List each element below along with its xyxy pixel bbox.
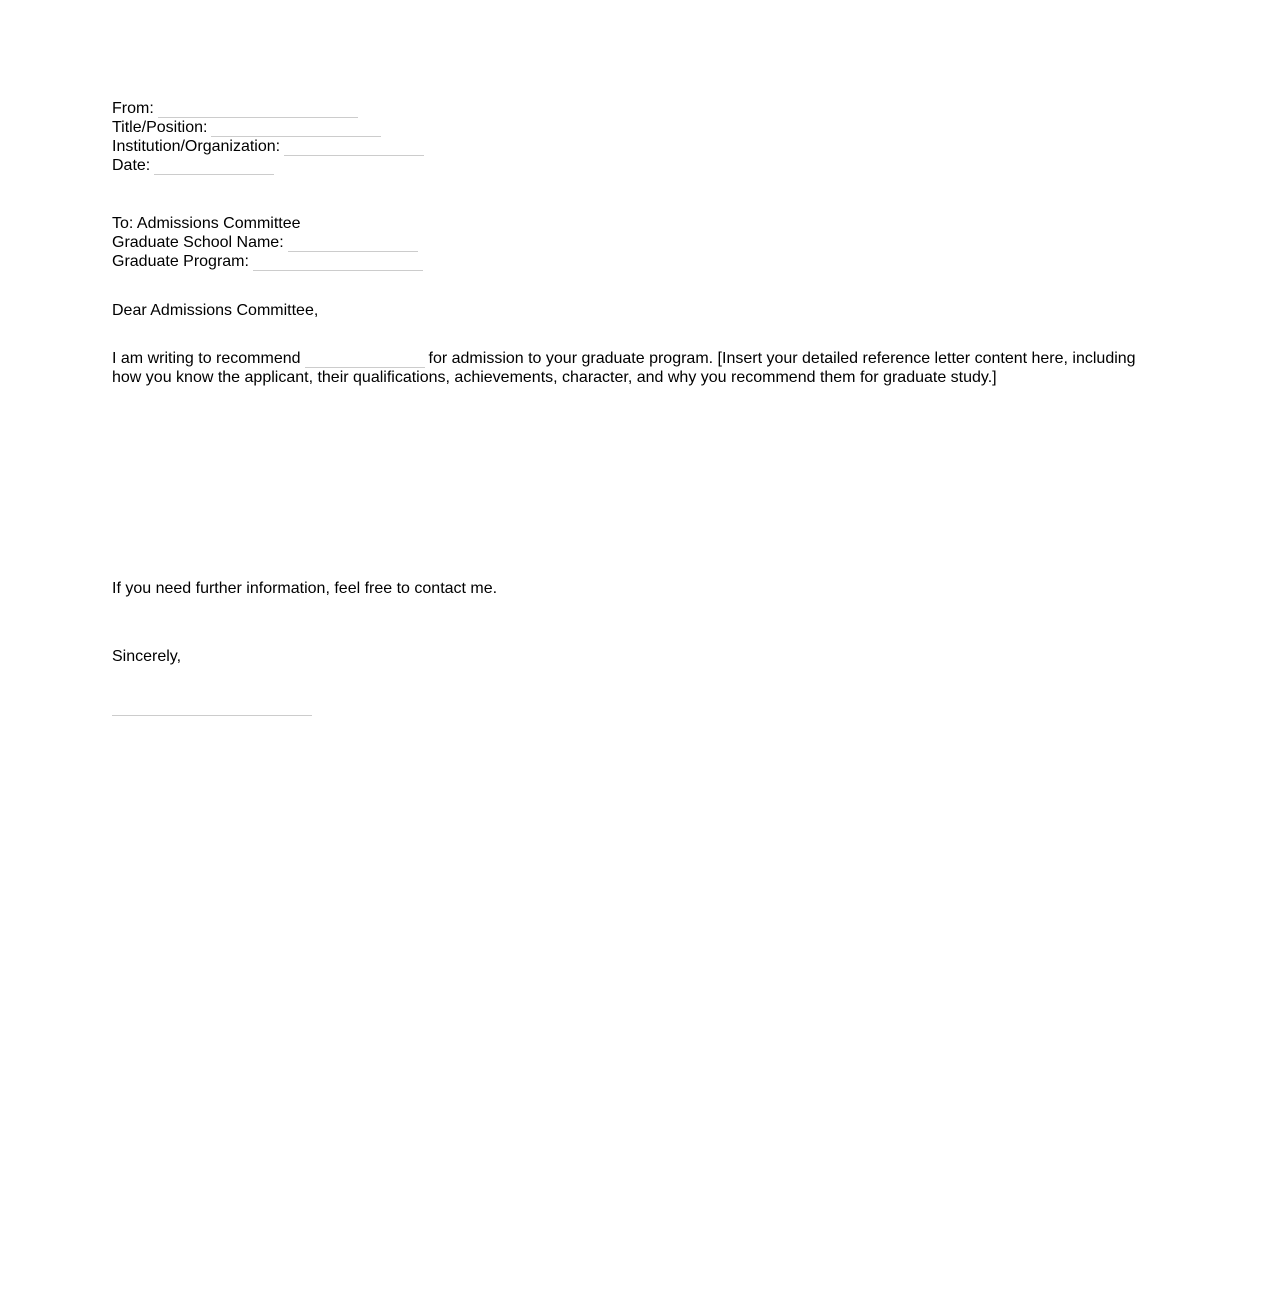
body-after: for admission to your graduate program. [Insert your detailed reference letter content here, including how you know the applicant, their qualifications, achievements, character, and why you recommend them for graduate study.] <box>112 350 1136 386</box>
program-row <box>112 252 1152 271</box>
date-field[interactable] <box>154 158 274 175</box>
institution-field[interactable] <box>284 139 424 156</box>
date-row <box>112 156 1152 175</box>
program-field[interactable] <box>253 254 423 271</box>
from-label: From: <box>112 100 154 117</box>
from-field[interactable] <box>158 101 358 118</box>
signature-line[interactable] <box>112 714 312 716</box>
school-row <box>112 233 1152 252</box>
to-line: To: Admissions Committee <box>112 215 301 232</box>
body-before: I am writing to recommend <box>112 350 301 367</box>
title-field[interactable] <box>211 120 381 137</box>
title-row <box>112 118 1152 137</box>
letter-page <box>112 99 1152 716</box>
applicant-field[interactable] <box>305 351 425 368</box>
salutation: Dear Admissions Committee, <box>112 302 319 319</box>
date-label: Date: <box>112 157 151 174</box>
school-label: Graduate School Name: <box>112 234 284 251</box>
letter-body <box>112 349 1152 387</box>
institution-row <box>112 137 1152 156</box>
sender-block <box>112 99 1152 175</box>
title-label: Title/Position: <box>112 119 208 136</box>
sign-off: Sincerely, <box>112 648 182 665</box>
school-field[interactable] <box>288 235 418 252</box>
institution-label: Institution/Organization: <box>112 138 281 155</box>
recipient-block <box>112 214 1152 271</box>
from-row <box>112 99 1152 118</box>
closing-note: If you need further information, feel free to contact me. <box>112 580 498 597</box>
program-label: Graduate Program: <box>112 253 249 270</box>
